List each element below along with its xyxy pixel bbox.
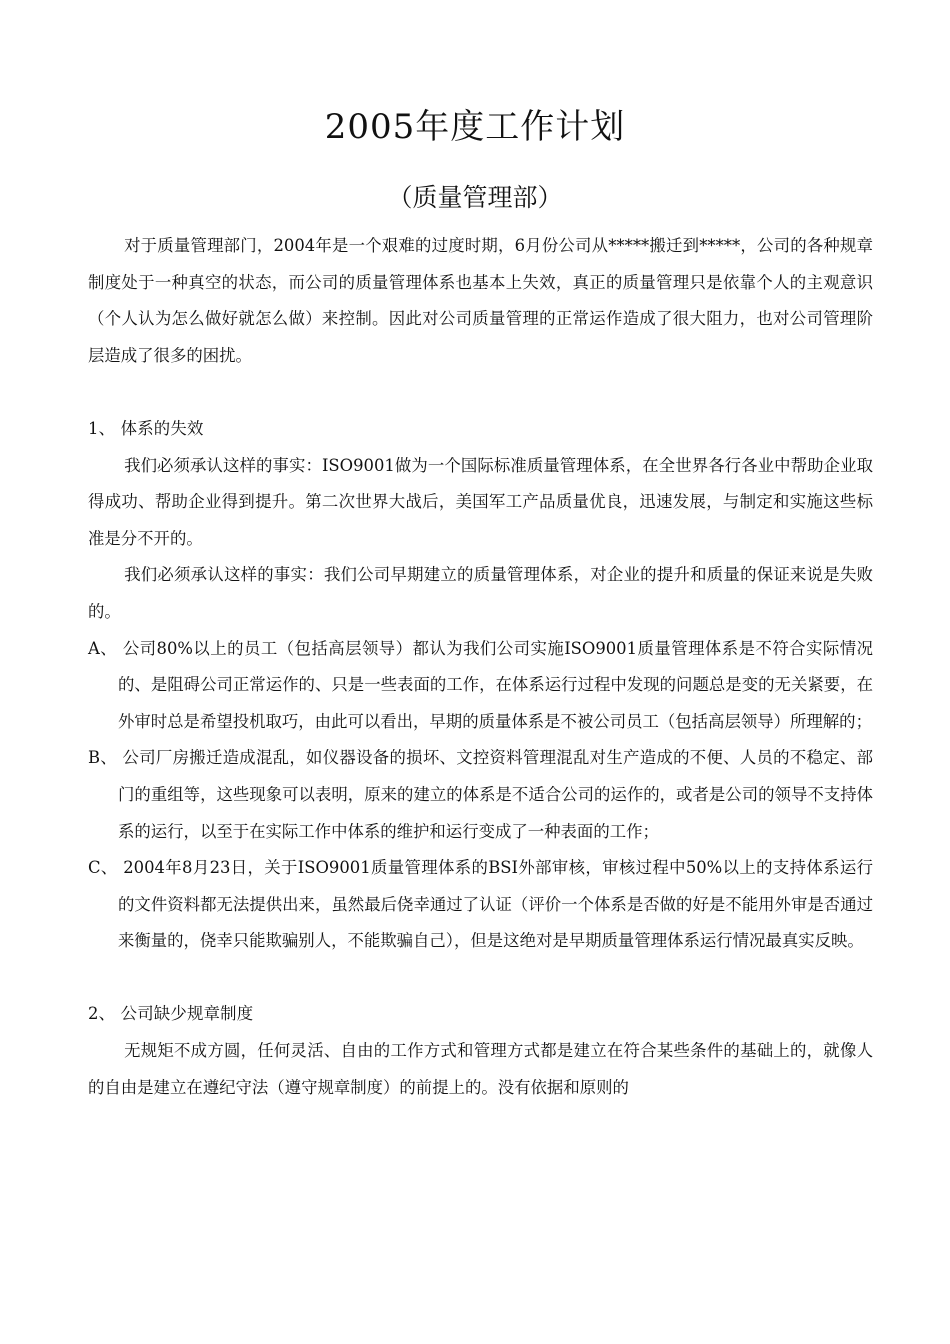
intro-paragraph: 对于质量管理部门，2004年是一个艰难的过度时期，6月份公司从*****搬迁到*****，公司的各种规章制度处于一种真空的状态，而公司的质量管理体系也基本上失效，真正的质量管理只是依靠个人的主观意识（个人认为怎么做好就怎么做）来控制。因此对公司质量管理的正常运作造成了很大阻力，也对公司管理阶层造成了很多的困扰。: [88, 236, 873, 365]
section-1-item-a: A、 公司80%以上的员工（包括高层领导）都认为我们公司实施ISO9001质量管理体系是不符合实际情况的、是阻碍公司正常运作的、只是一些表面的工作，在体系运行过程中发现的问题总是变的无关紧要，在外审时总是希望投机取巧，由此可以看出，早期的质量体系是不被公司员工（包括高层领导）所理解的；: [88, 638, 873, 731]
section-1-item-c: C、 2004年8月23日，关于ISO9001质量管理体系的BSI外部审核，审核过程中50%以上的支持体系运行的文件资料都无法提供出来，虽然最后侥幸通过了认证（评价一个体系是否做的好是不能用外审是否通过来衡量的，侥幸只能欺骗别人，不能欺骗自己），但是这绝对是早期质量管理体系运行情况最真实反映。: [88, 858, 873, 951]
section-2-paragraph-1: 无规矩不成方圆，任何灵活、自由的工作方式和管理方式都是建立在符合某些条件的基础上的，就像人的自由是建立在遵纪守法（遵守规章制度）的前提上的。没有依据和原则的: [88, 1041, 873, 1097]
section-2-heading: 2、 公司缺少规章制度: [88, 1004, 254, 1024]
section-1-paragraph-2: 我们必须承认这样的事实：我们公司早期建立的质量管理体系，对企业的提升和质量的保证来说是失败的。: [88, 565, 873, 621]
paragraph-spacer: [88, 374, 873, 411]
document-title: 2005年度工作计划: [324, 107, 626, 147]
section-1-heading: 1、 体系的失效: [88, 418, 204, 438]
document-subtitle: （质量管理部）: [387, 183, 563, 212]
section-1-paragraph-1: 我们必须承认这样的事实：ISO9001做为一个国际标准质量管理体系，在全世界各行各业中帮助企业取得成功、帮助企业得到提升。第二次世界大战后，美国军工产品质量优良，迅速发展，与制定和实施这些标准是分不开的。: [88, 455, 873, 548]
section-1-item-b: B、 公司厂房搬迁造成混乱，如仪器设备的损坏、文控资料管理混乱对生产造成的不便、人员的不稳定、部门的重组等，这些现象可以表明，原来的建立的体系是不适合公司的运作的，或者是公司的领导不支持体系的运行，以至于在实际工作中体系的维护和运行变成了一种表面的工作；: [88, 748, 873, 841]
document-body: [88, 228, 873, 1106]
paragraph-spacer: [88, 960, 873, 997]
